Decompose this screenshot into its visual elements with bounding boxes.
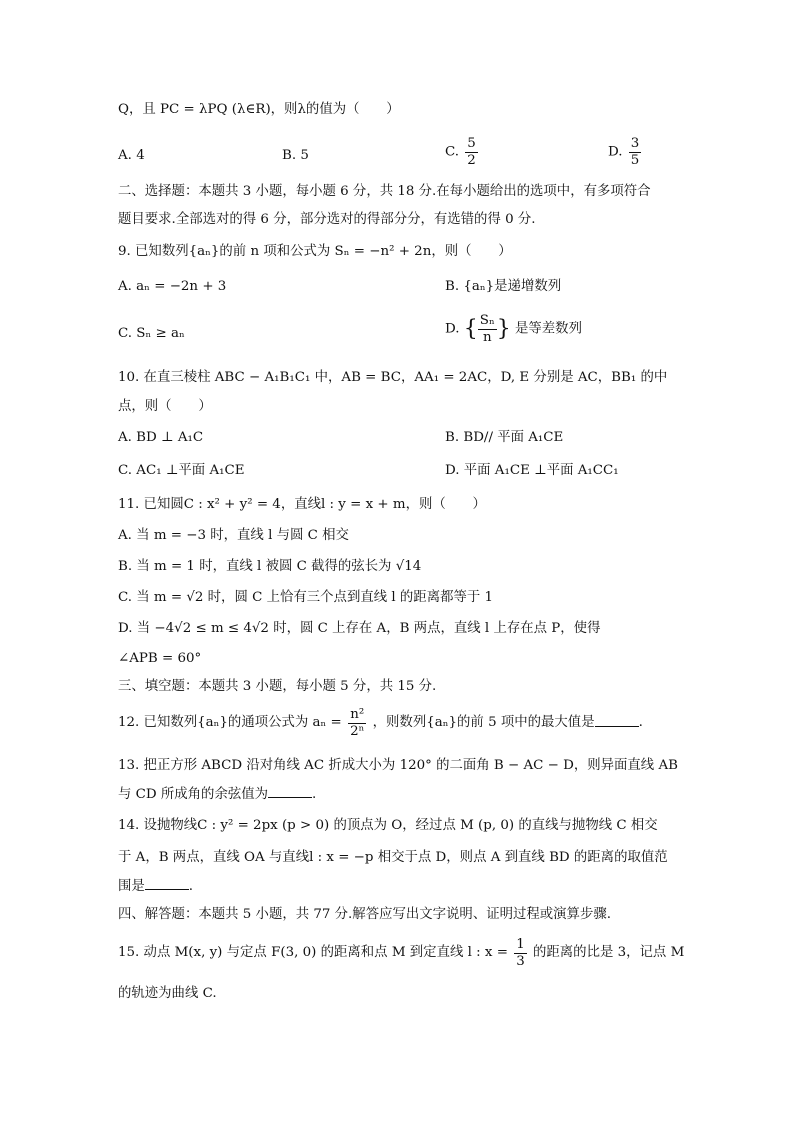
q10-line2: 点，则（ ） (118, 399, 212, 414)
q8-stem: Q，且 PC = λPQ (λ∈R)，则λ的值为（ ） (118, 102, 400, 117)
q8-option-b: B. 5 (282, 148, 309, 163)
q9-option-a: A. aₙ = −2n + 3 (118, 279, 227, 294)
q8-option-d: D. $\frac{3}{5}$ (608, 136, 640, 168)
fraction: $\frac{\text{Sₙ}}{n}$ (479, 313, 495, 345)
q8-option-c: C. $\frac{5}{2}$ (445, 136, 476, 168)
q13-line2: 与 CD 所成角的余弦值为 . (118, 787, 317, 802)
fraction: $\frac{3}{5}$ (630, 136, 640, 168)
answer-blank[interactable] (145, 877, 189, 890)
q11-option-c: C. 当 m = √2 时，圆 C 上恰有三个点到直线 l 的距离都等于 1 (118, 590, 494, 605)
right-brace: } (496, 316, 511, 342)
answer-blank[interactable] (595, 714, 639, 727)
q12: 12. 已知数列{aₙ}的通项公式为 aₙ = $\frac{\text{n²}}{\text{2ⁿ}}$ ，则数列{aₙ}的前 5 项中的最大值是 . (118, 706, 643, 739)
q9-option-b: B. {aₙ}是递增数列 (445, 279, 562, 294)
section2-line2: 题目要求.全部选对的得 6 分，部分选对的得部分分，有选错的得 0 分. (118, 212, 536, 227)
q10-option-d: D. 平面 A₁CE ⊥平面 A₁CC₁ (445, 463, 619, 478)
left-brace: { (463, 316, 478, 342)
fraction: $\frac{5}{2}$ (467, 136, 476, 168)
q14-line1: 14. 设抛物线C : y² = 2px (p > 0) 的顶点为 O，经过点 M (p, 0) 的直线与抛物线 C 相交 (118, 818, 658, 833)
q11-option-d-line1: D. 当 −4√2 ≤ m ≤ 4√2 时，圆 C 上存在 A，B 两点，直线 l 上存在点 P，使得 (118, 621, 601, 636)
q13-line1: 13. 把正方形 ABCD 沿对角线 AC 折成大小为 120° 的二面角 B − AC − D，则异面直线 AB (118, 758, 678, 773)
q11-option-b: B. 当 m = 1 时，直线 l 被圆 C 截得的弦长为 √14 (118, 559, 422, 574)
q14-line2: 于 A，B 两点，直线 OA 与直线l : x = −p 相交于点 D，则点 A 到直线 BD 的距离的取值范 (118, 850, 668, 865)
answer-blank[interactable] (268, 785, 312, 798)
q11-stem: 11. 已知圆C : x² + y² = 4，直线l : y = x + m，则（ ） (118, 497, 486, 512)
q10-option-b: B. BD// 平面 A₁CE (445, 430, 564, 445)
q15-line1: 15. 动点 M(x, y) 与定点 F(3, 0) 的距离和点 M 到定直线 l : x = $\frac{1}{3}$ 的距离的比是 3，记点 M (118, 936, 685, 969)
q8-option-a: A. 4 (118, 148, 145, 163)
q9-stem: 9. 已知数列{aₙ}的前 n 项和公式为 Sₙ = −n² + 2n，则（ ） (118, 244, 512, 259)
q11-option-d-line2: ∠APB = 60° (118, 651, 202, 666)
fraction: $\frac{1}{3}$ (516, 936, 525, 969)
section3-title: 三、填空题：本题共 3 小题，每小题 5 分，共 15 分. (118, 679, 437, 694)
q9-option-d: D. { $\frac{\text{Sₙ}}{n}$ } 是等差数列 (445, 313, 582, 345)
q15-line2: 的轨迹为曲线 C. (118, 986, 217, 1001)
q9-option-c: C. Sₙ ≥ aₙ (118, 326, 185, 341)
q14-line3: 围是 . (118, 879, 194, 894)
section4-title: 四、解答题：本题共 5 小题，共 77 分.解答应写出文字说明、证明过程或演算步骤. (118, 907, 611, 922)
q11-option-a: A. 当 m = −3 时，直线 l 与圆 C 相交 (118, 528, 349, 543)
q10-option-a: A. BD ⊥ A₁C (118, 430, 204, 445)
section2-line1: 二、选择题：本题共 3 小题，每小题 6 分，共 18 分.在每小题给出的选项中，有多项符合 (118, 184, 651, 199)
fraction: $\frac{\text{n²}}{\text{2ⁿ}}$ (350, 706, 365, 739)
q10-option-c: C. AC₁ ⊥平面 A₁CE (118, 463, 245, 478)
q10-line1: 10. 在直三棱柱 ABC − A₁B₁C₁ 中，AB = BC，AA₁ = 2AC，D, E 分别是 AC，BB₁ 的中 (118, 370, 668, 385)
